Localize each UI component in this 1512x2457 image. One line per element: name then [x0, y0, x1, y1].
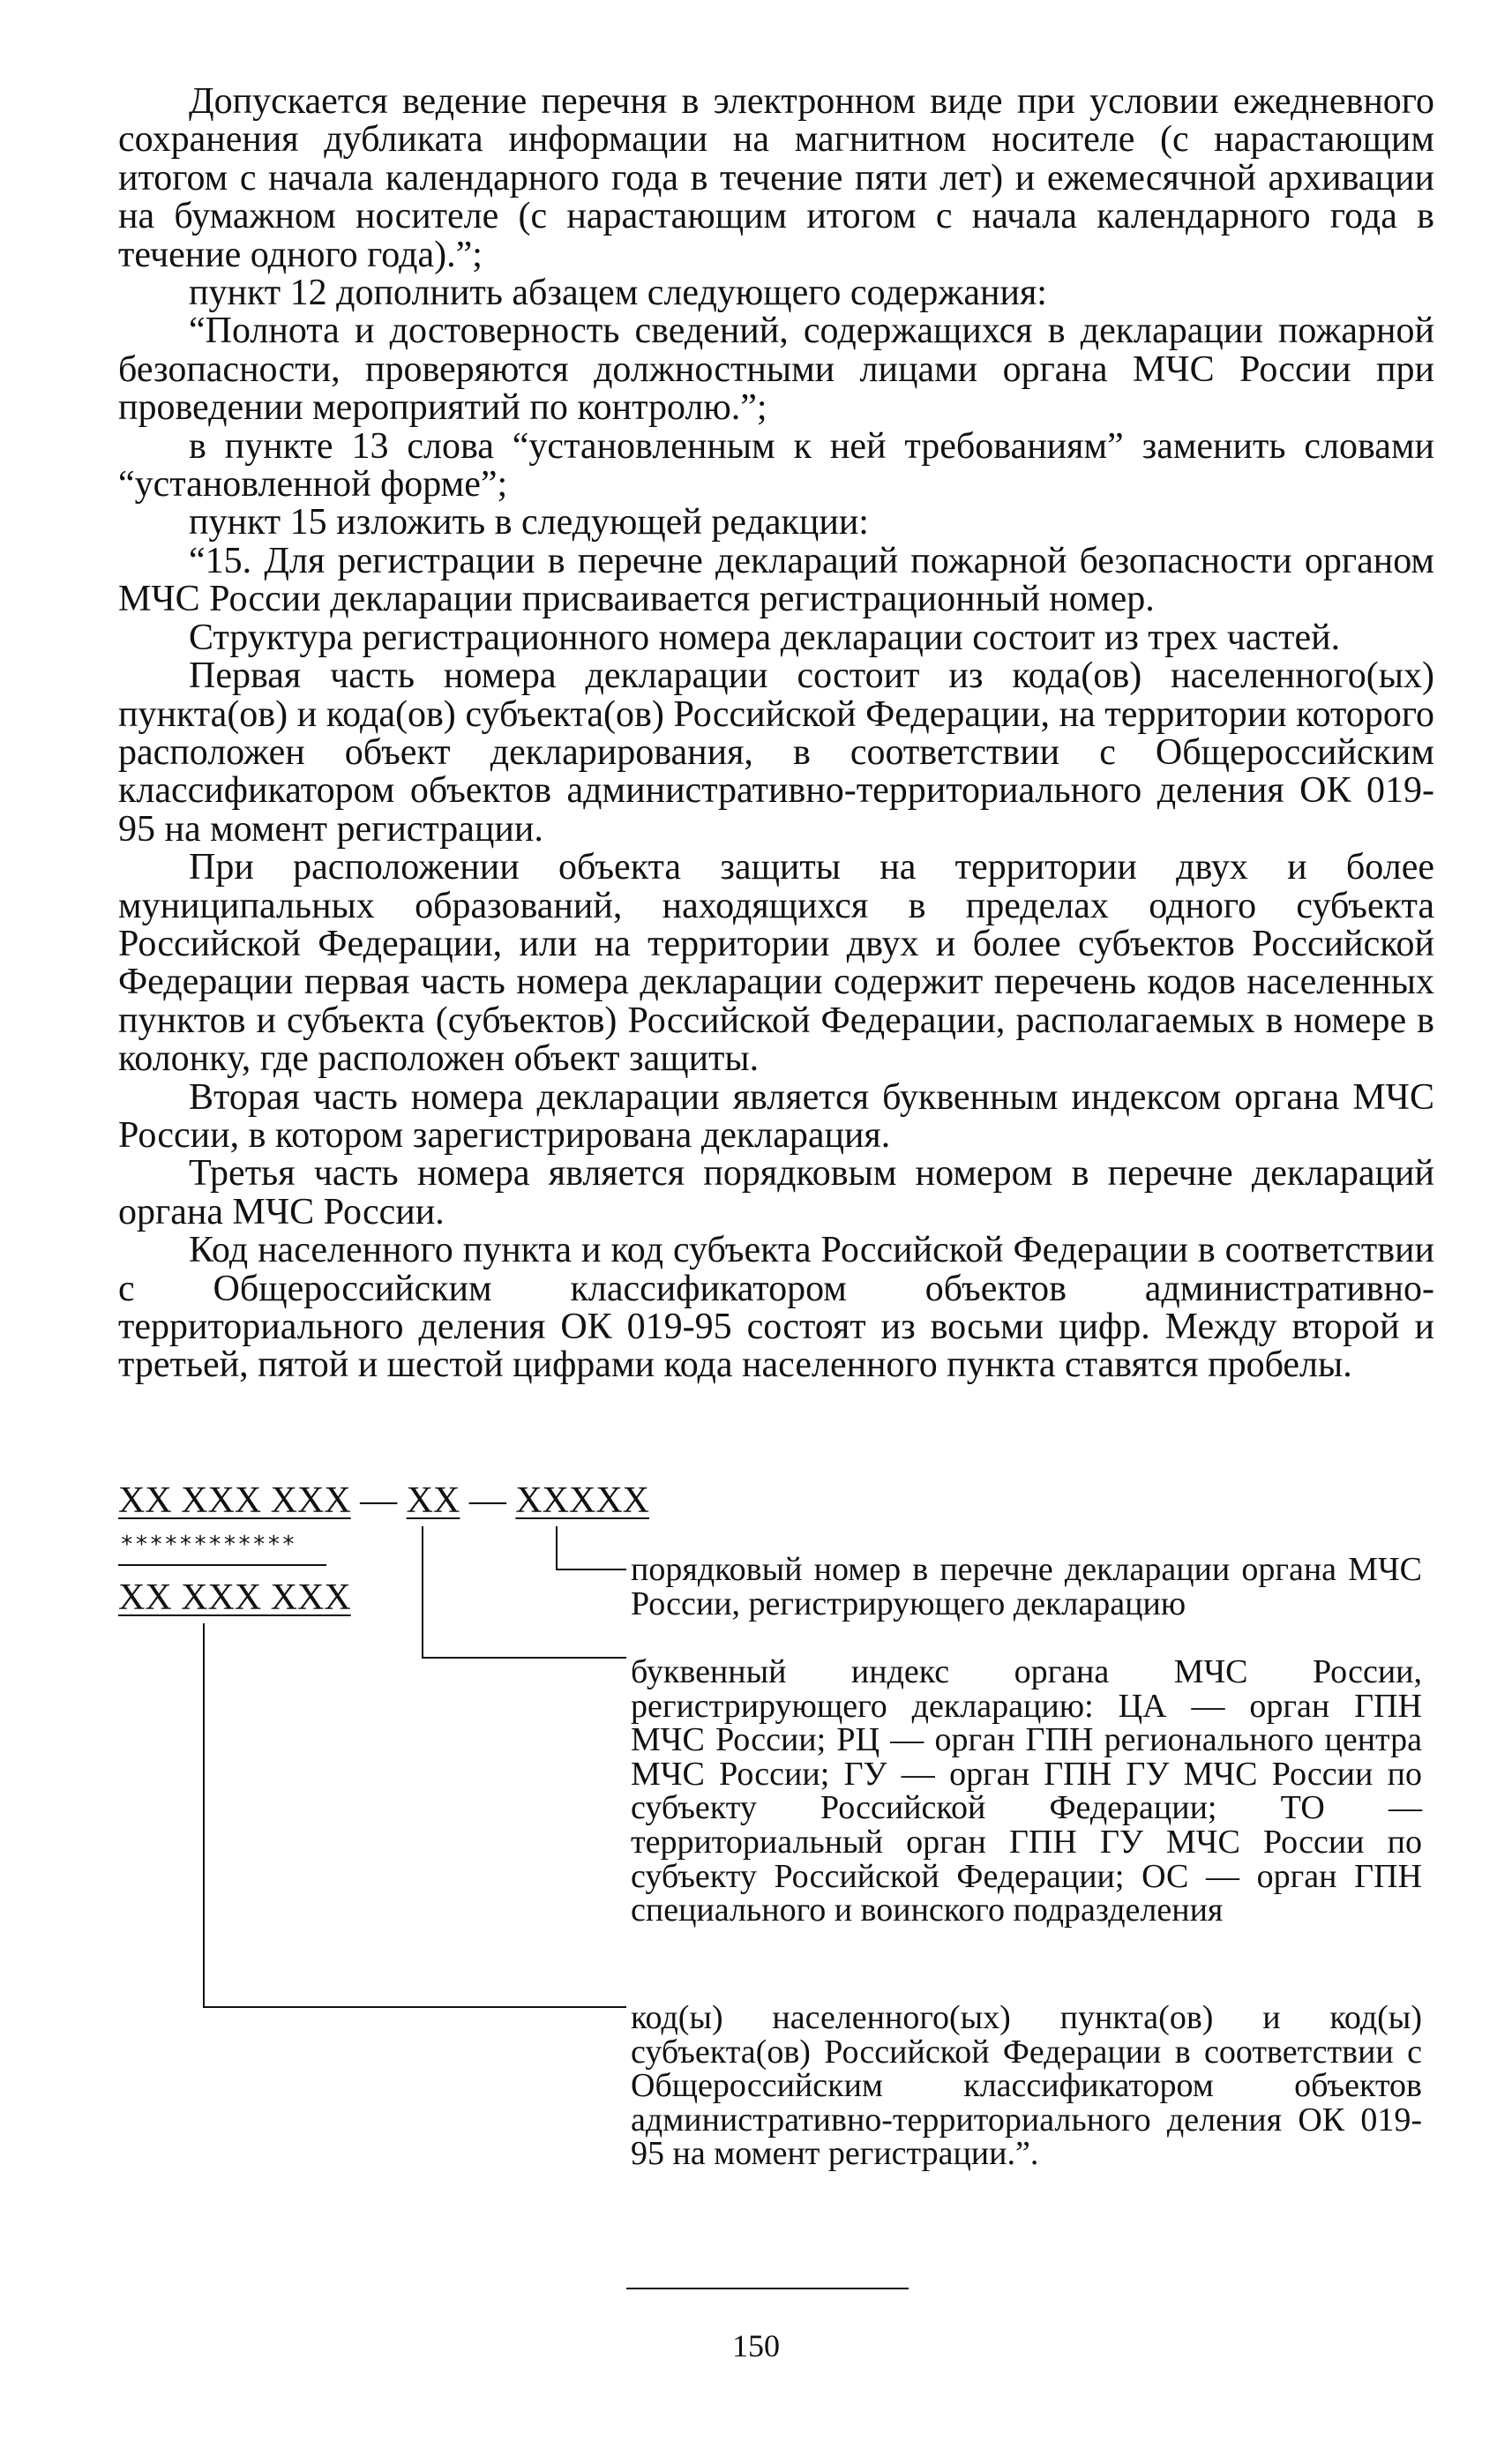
- code-asterisks: ************: [120, 1532, 296, 1558]
- paragraph: “Полнота и достоверность сведений, содержащихся в декларации пожарной безопасности, проверяются должностными лицами органа МЧС России при проведении мероприятий по контролю.”;: [118, 311, 1434, 429]
- code-part-settlement: XX XXX XXX: [118, 1480, 351, 1521]
- code-part-settlement-second-text: XX XXX XXX: [118, 1577, 351, 1618]
- paragraph: Третья часть номера является порядковым номером в перечне деклараций органа МЧС России.: [118, 1153, 1434, 1232]
- paragraph: пункт 15 изложить в следующей редакции:: [189, 502, 869, 543]
- connector-settlement-vertical: [203, 1623, 205, 2008]
- body-text: [118, 83, 1434, 1385]
- code-part-settlement-second: [118, 1579, 351, 1616]
- paragraph: “15. Для регистрации в перечне деклараций пожарной безопасности органом МЧС России декларации присваивается регистрационный номер.: [118, 540, 1434, 620]
- desc-letter-index: буквенный индекс органа МЧС России, регистрирующего декларацию: ЦА — орган ГПН МЧС России; РЦ — орган ГПН регионального центра МЧС России; ГУ — орган ГПН ГУ МЧС России по субъекту Российской Федерации; ТО — территориальный орган ГПН ГУ МЧС России по субъекту Российской Федерации; ОС — орган ГПН специального и воинского подразделения: [631, 1653, 1422, 1929]
- registration-number-format: [118, 1482, 649, 1519]
- page-number: 150: [732, 2328, 780, 2363]
- connector-serial-vertical: [556, 1526, 558, 1570]
- desc-serial-number: порядковый номер в перечне декларации органа МЧС России, регистрирующего декларацию: [631, 1551, 1422, 1622]
- paragraph: Вторая часть номера декларации является буквенным индексом органа МЧС России, в котором зарегистрирована декларация.: [118, 1076, 1434, 1156]
- footer-rule: [626, 2288, 909, 2289]
- desc-settlement-code: код(ы) населенного(ых) пункта(ов) и код(ы) субъекта(ов) Российской Федерации в соответствии с Общероссийским классификатором объектов административно-территориального деления ОК 019-95 на момент регистрации.”.: [631, 1999, 1422, 2173]
- connector-index-vertical: [422, 1526, 423, 1659]
- paragraph: Структура регистрационного номера декларации состоит из трех частей.: [189, 617, 1341, 658]
- paragraph: пункт 12 дополнить абзацем следующего содержания:: [189, 273, 1047, 314]
- connector-index-horizontal: [422, 1657, 626, 1659]
- connector-serial-horizontal: [556, 1569, 626, 1570]
- paragraph: Допускается ведение перечня в электронном виде при условии ежедневного сохранения дубликата информации на магнитном носителе (с нарастающим итогом с начала календарного года в течение пяти лет) и ежемесячной архивации на бумажном носителе (с нарастающим итогом с начала календарного года в течение одного года).”;: [118, 81, 1434, 275]
- paragraph: Первая часть номера декларации состоит из кода(ов) населенного(ых) пункта(ов) и кода(ов) субъекта(ов) Российской Федерации, на территории которого расположен объект декларирования, в соответствии с Общероссийским классификатором объектов административно-территориального деления ОК 019-95 на момент регистрации.: [118, 655, 1434, 850]
- code-part-serial: XXXXX: [515, 1480, 649, 1521]
- paragraph: При расположении объекта защиты на территории двух и более муниципальных образований, находящихся в пределах одного субъекта Российской Федерации, или на территории двух и более субъектов Российской Федерации первая часть номера декларации содержит перечень кодов населенных пунктов и субъекта (субъектов) Российской Федерации, располагаемых в номере в колонку, где расположен объект защиты.: [118, 847, 1434, 1080]
- connector-settlement-horizontal: [203, 2006, 626, 2008]
- paragraph: в пункте 13 слова “установленным к ней требованиям” заменить словами “установленной форме”;: [118, 425, 1434, 506]
- code-separator: —: [350, 1480, 407, 1521]
- asterisk-underline: [118, 1564, 326, 1566]
- code-separator: —: [460, 1480, 516, 1521]
- code-part-index: XX: [406, 1480, 460, 1521]
- paragraph: Код населенного пункта и код субъекта Российской Федерации в соответствии с Общероссийским классификатором объектов административно-территориального деления ОК 019-95 состоят из восьми цифр. Между второй и третьей, пятой и шестой цифрами кода населенного пункта ставятся пробелы.: [118, 1230, 1434, 1386]
